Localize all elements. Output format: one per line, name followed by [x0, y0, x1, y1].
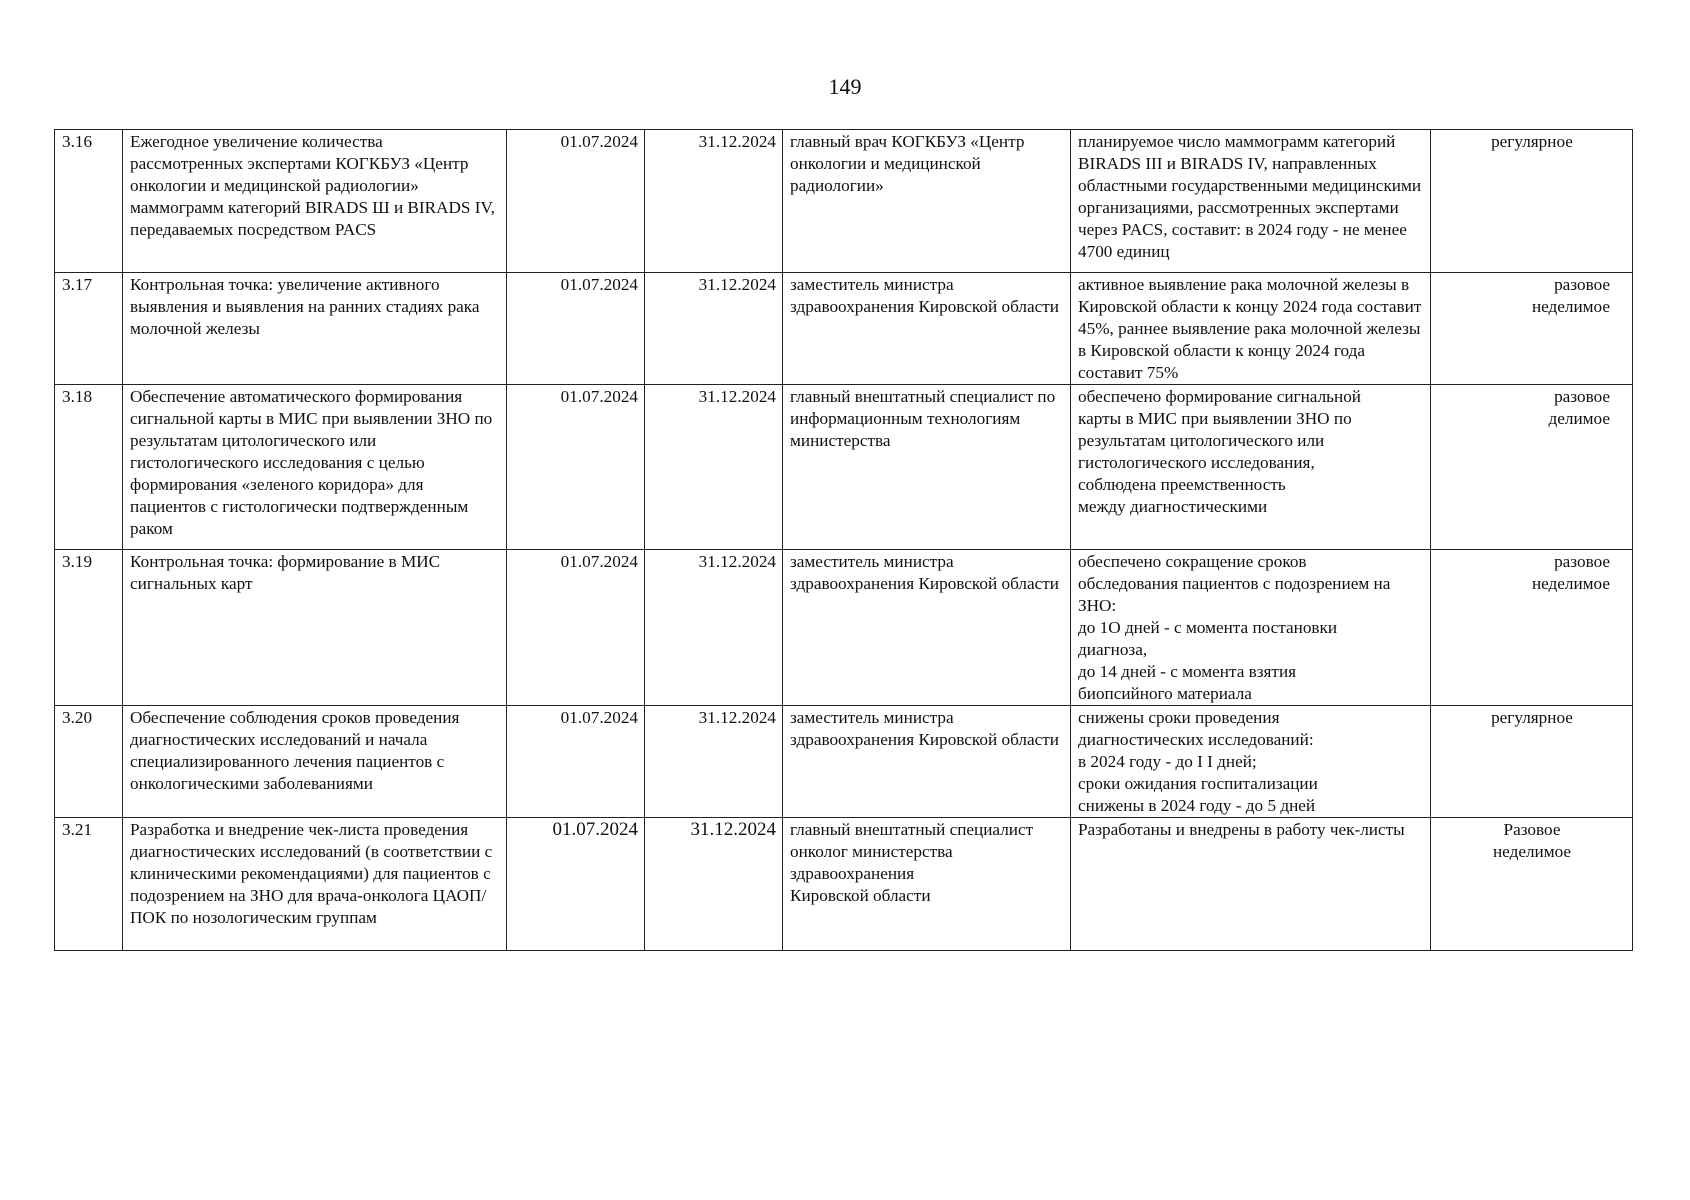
- event-type: [1431, 550, 1633, 706]
- event-type-line: Разовое: [1503, 820, 1561, 839]
- end-date: 31.12.2024: [645, 550, 783, 706]
- result-line: ЗНО:: [1078, 596, 1117, 615]
- event-type: [1431, 706, 1633, 818]
- event-type-line: неделимое: [1531, 297, 1610, 316]
- start-date: 01.07.2024: [507, 385, 645, 550]
- event-cell: Ежегодное увеличение количества рассмотренных экспертами КОГКБУЗ «Центр онкологии и медицинской радиологии» маммограмм категорий BIRADS Ш и BIRADS IV, передаваемых посредством PACS: [123, 130, 507, 273]
- result-cell: Разработаны и внедрены в работу чек-листы: [1071, 818, 1431, 951]
- event-cell: Контрольная точка: увеличение активного выявления и выявления на ранних стадиях рака молочной железы: [123, 273, 507, 385]
- table-row: [55, 818, 1633, 951]
- result-cell: [1071, 385, 1431, 550]
- event-type-line: делимое: [1548, 409, 1610, 428]
- result-line: гистологического исследования,: [1078, 453, 1315, 472]
- result-line: соблюдена преемственность: [1078, 475, 1286, 494]
- event-type-line: регулярное: [1491, 708, 1573, 727]
- result-line: обследования пациентов с подозрением на: [1078, 574, 1391, 593]
- start-date: 01.07.2024: [507, 130, 645, 273]
- event-cell: Обеспечение автоматического формирования сигнальной карты в МИС при выявлении ЗНО по результатам цитологического или гистологического исследования с целью формирования «зеленого коридора» для пациентов с гистологически подтвержденным раком: [123, 385, 507, 550]
- result-line: в 2024 году - до I I дней;: [1078, 752, 1257, 771]
- result-cell: активное выявление рака молочной железы в Кировской области к концу 2024 года составит 45%, раннее выявление рака молочной железы в Кировской области к концу 2024 года составит 75%: [1071, 273, 1431, 385]
- responsible-cell: главный внештатный специалист по информационным технологиям министерства: [783, 385, 1071, 550]
- plan-table: [54, 129, 1633, 951]
- result-line: биопсийного материала: [1078, 684, 1252, 703]
- responsible-cell: главный врач КОГКБУЗ «Центр онкологии и медицинской радиологии»: [783, 130, 1071, 273]
- result-line: карты в МИС при выявлении ЗНО по: [1078, 409, 1352, 428]
- row-number: 3.16: [55, 130, 123, 273]
- row-number: 3.18: [55, 385, 123, 550]
- result-line: диагностических исследований:: [1078, 730, 1314, 749]
- end-date: 31.12.2024: [645, 130, 783, 273]
- event-type-line: разовое: [1554, 552, 1610, 571]
- result-line: обеспечено формирование сигнальной: [1078, 387, 1361, 406]
- responsible-line: здравоохранения: [790, 864, 915, 883]
- responsible-cell: [783, 818, 1071, 951]
- end-date: 31.12.2024: [645, 385, 783, 550]
- responsible-cell: заместитель министра здравоохранения Кировской области: [783, 273, 1071, 385]
- responsible-line: онколог министерства: [790, 842, 953, 861]
- result-cell: планируемое число маммограмм категорий BIRADS III и BIRADS IV, направленных областными государственными медицинскими организациями, рассмотренных экспертами через PACS, составит: в 2024 году - не менее 4700 единиц: [1071, 130, 1431, 273]
- responsible-cell: заместитель министра здравоохранения Кировской области: [783, 706, 1071, 818]
- result-line: результатам цитологического или: [1078, 431, 1325, 450]
- event-cell: Контрольная точка: формирование в МИС сигнальных карт: [123, 550, 507, 706]
- event-type: [1431, 385, 1633, 550]
- event-type-line: разовое: [1554, 387, 1610, 406]
- row-number: 3.20: [55, 706, 123, 818]
- end-date: 31.12.2024: [645, 706, 783, 818]
- result-line: до 1О дней - с момента постановки: [1078, 618, 1338, 637]
- result-cell: [1071, 706, 1431, 818]
- event-type: [1431, 818, 1633, 951]
- event-type-line: неделимое: [1531, 574, 1610, 593]
- event-type: [1431, 130, 1633, 273]
- result-line: снижены в 2024 году - до 5 дней: [1078, 796, 1316, 815]
- table-row: [55, 550, 1633, 706]
- table-row: [55, 273, 1633, 385]
- start-date: 01.07.2024: [507, 706, 645, 818]
- row-number: 3.19: [55, 550, 123, 706]
- result-line: сроки ожидания госпитализации: [1078, 774, 1318, 793]
- responsible-cell: заместитель министра здравоохранения Кировской области: [783, 550, 1071, 706]
- result-line: диагноза,: [1078, 640, 1148, 659]
- table-row: [55, 706, 1633, 818]
- responsible-line: Кировской области: [790, 886, 931, 905]
- event-cell: Обеспечение соблюдения сроков проведения диагностических исследований и начала специализированного лечения пациентов с онкологическими заболеваниями: [123, 706, 507, 818]
- event-type-line: разовое: [1554, 275, 1610, 294]
- result-cell: [1071, 550, 1431, 706]
- table-row: [55, 130, 1633, 273]
- table-row: [55, 385, 1633, 550]
- start-date: 01.07.2024: [507, 550, 645, 706]
- row-number: 3.17: [55, 273, 123, 385]
- event-type: [1431, 273, 1633, 385]
- page-number: 149: [828, 74, 862, 99]
- result-line: обеспечено сокращение сроков: [1078, 552, 1307, 571]
- event-type-line: неделимое: [1492, 842, 1572, 861]
- start-date: 01.07.2024: [507, 273, 645, 385]
- row-number: 3.21: [55, 818, 123, 951]
- event-cell: Разработка и внедрение чек-листа проведения диагностических исследований (в соответствии с клиническими рекомендациями) для пациентов с подозрением на ЗНО для врача-онколога ЦАОП/ПОК по нозологическим группам: [123, 818, 507, 951]
- event-type-line: регулярное: [1491, 132, 1573, 151]
- result-line: между диагностическими: [1078, 497, 1268, 516]
- end-date: 31.12.2024: [645, 273, 783, 385]
- result-line: снижены сроки проведения: [1078, 708, 1280, 727]
- responsible-line: главный внештатный специалист: [790, 820, 1034, 839]
- start-date: 01.07.2024: [507, 818, 645, 951]
- result-line: до 14 дней - с момента взятия: [1078, 662, 1297, 681]
- end-date: 31.12.2024: [645, 818, 783, 951]
